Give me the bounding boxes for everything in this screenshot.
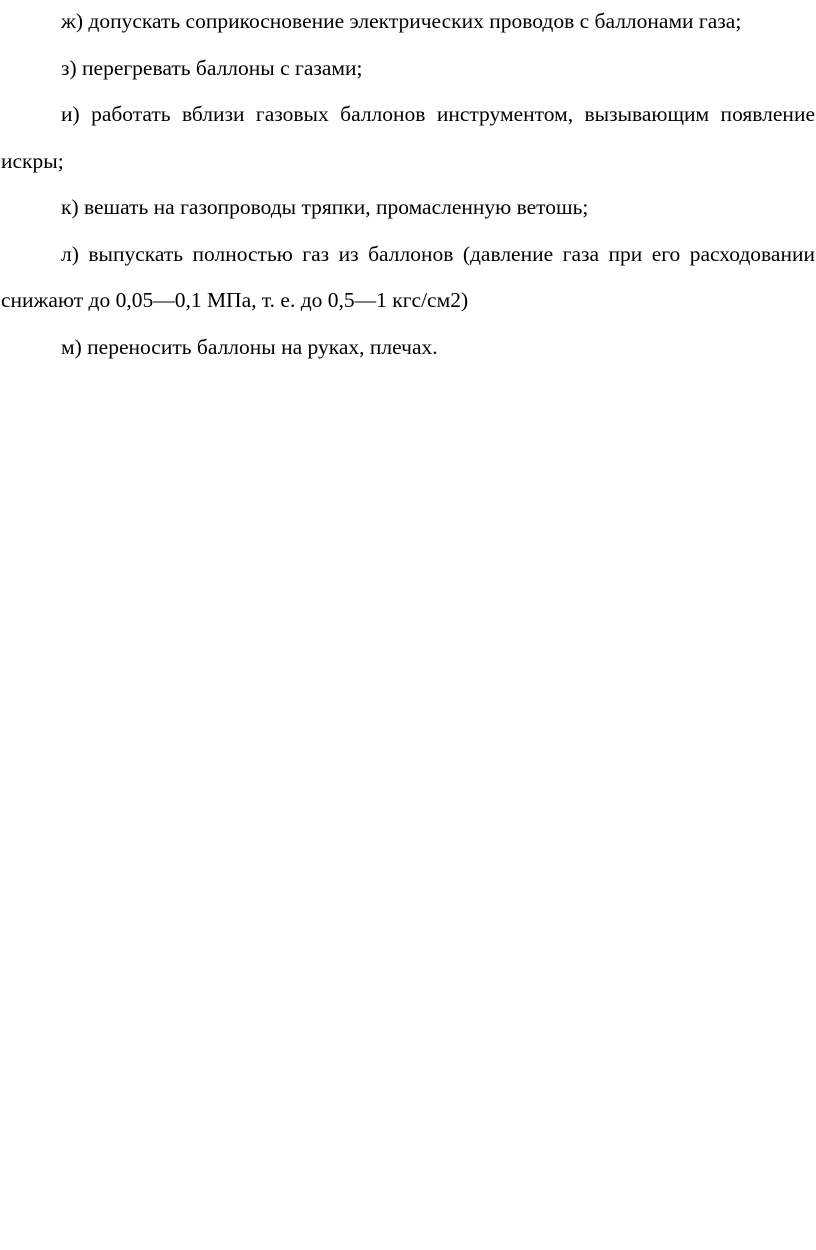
list-item-z: з) перегревать баллоны с газами; bbox=[61, 55, 363, 80]
list-item-i: и) работать вблизи газовых баллонов инструментом, вызывающим появление искры; bbox=[1, 102, 815, 173]
list-item-m: м) переносить баллоны на руках, плечах. bbox=[61, 334, 438, 359]
list-item-k: к) вешать на газопроводы тряпки, промасленную ветошь; bbox=[61, 195, 589, 219]
list-item-l: л) выпускать полностью газ из баллонов (давление газа при его расходовании снижают до 0,05—0,1 МПа, т. е. до 0,5—1 кгс/см2) bbox=[1, 241, 815, 312]
list-item-zh: ж) допускать соприкосновение электрических проводов с баллонами газа; bbox=[61, 9, 742, 33]
